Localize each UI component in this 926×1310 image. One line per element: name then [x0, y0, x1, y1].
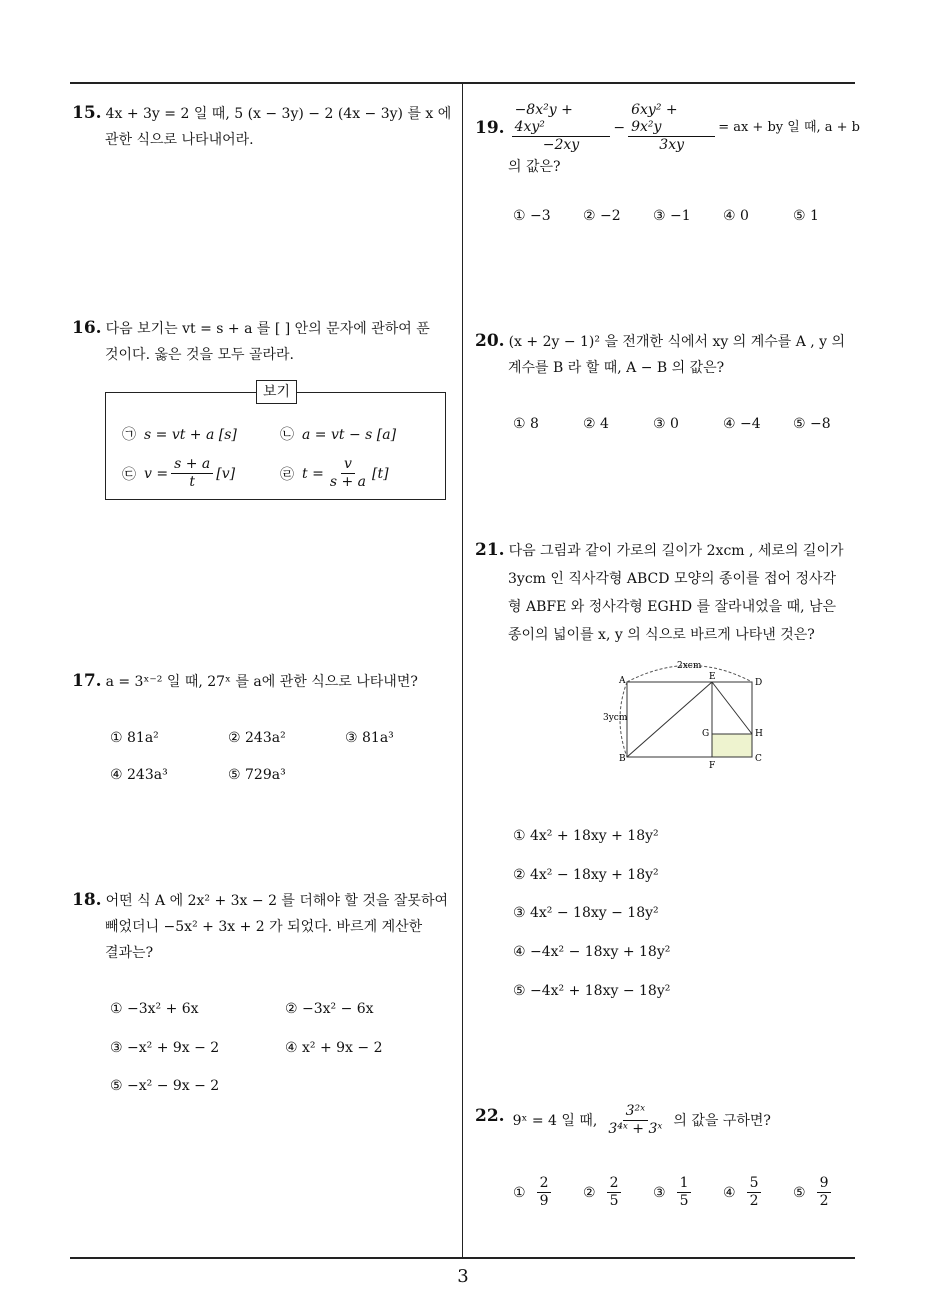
- label-e: E: [709, 672, 716, 682]
- choice-2[interactable]: ② 4x² − 18xy + 18y²: [513, 867, 659, 883]
- choice-1[interactable]: ① 81a²: [110, 730, 159, 746]
- label-side: 3ycm: [603, 713, 628, 723]
- choice-2[interactable]: [583, 1175, 624, 1210]
- fraction-numerator: 2: [537, 1175, 552, 1193]
- choice-fraction: [607, 1175, 622, 1210]
- choice-2[interactable]: ② −2: [583, 208, 621, 224]
- choice-5[interactable]: ⑤ 729a³: [228, 767, 286, 783]
- question-text-line: 형 ABFE 와 정사각형 EGHD 를 잘라내었을 때, 남은: [508, 599, 837, 615]
- choice-fraction: [747, 1175, 762, 1210]
- question-21: [475, 536, 860, 649]
- question-number: 17.: [72, 671, 102, 691]
- line-b-e: [627, 682, 712, 757]
- question-text-line: 다음 그림과 같이 가로의 길이가 2xcm , 세로의 길이가: [508, 543, 844, 559]
- fraction-denominator: 5: [679, 1193, 689, 1209]
- question-17: [72, 668, 457, 695]
- question-text: 의 값을 구하면?: [673, 1112, 771, 1129]
- question-text-line: 다음 보기는 vt = s + a 를 [ ] 안의 문자에 관하여 푼: [105, 321, 430, 337]
- choice-1[interactable]: [513, 1175, 554, 1210]
- choice-5[interactable]: ⑤ −x² − 9x − 2: [110, 1078, 220, 1094]
- question-18: [72, 887, 457, 966]
- question-number: 18.: [72, 890, 102, 910]
- column-divider: [462, 84, 463, 1258]
- choice-3[interactable]: ③ 0: [653, 416, 679, 432]
- question-fraction: [605, 1103, 665, 1138]
- question-text-line: 4x + 3y = 2 일 때, 5 (x − 3y) − 2 (4x − 3y) 를 x 에: [105, 106, 452, 122]
- choice-mark: ②: [583, 1184, 596, 1201]
- item-bracket: [t]: [371, 465, 389, 482]
- item-mark: ㉠: [122, 427, 136, 443]
- choice-mark: ④: [723, 1184, 736, 1201]
- choice-mark: ③: [653, 1184, 666, 1201]
- choice-2[interactable]: ② 243a²: [228, 730, 286, 746]
- fraction-denominator: 5: [609, 1193, 619, 1209]
- question-number: 22.: [475, 1106, 505, 1126]
- fraction-denominator: −2xy: [542, 137, 580, 153]
- choice-4[interactable]: ④ x² + 9x − 2: [285, 1040, 383, 1056]
- question-16: [72, 315, 457, 368]
- item-mark: ㉣: [280, 466, 294, 483]
- fraction-denominator: 2: [749, 1193, 759, 1209]
- choice-3[interactable]: ③ 4x² − 18xy − 18y²: [513, 905, 659, 921]
- question-text-line: 어떤 식 A 에 2x² + 3x − 2 를 더해야 할 것을 잘못하여: [105, 893, 448, 909]
- label-a: A: [619, 676, 626, 686]
- question-text-line: 종이의 넓이를 x, y 의 식으로 바르게 나타낸 것은?: [508, 627, 815, 643]
- fraction-numerator: 3²ˣ: [623, 1103, 649, 1121]
- label-g: G: [702, 729, 710, 739]
- item-bracket: [v]: [216, 465, 236, 482]
- fraction-denominator: 2: [819, 1193, 829, 1209]
- item-lhs: t =: [302, 465, 324, 482]
- label-f: F: [709, 761, 716, 771]
- question-15: [72, 100, 457, 153]
- choice-4[interactable]: ④ −4: [723, 416, 761, 432]
- question-20: [475, 328, 860, 381]
- choice-mark: ①: [513, 1184, 526, 1201]
- rectangle-figure: [595, 655, 775, 775]
- choice-3[interactable]: [653, 1175, 694, 1210]
- fraction-numerator: 1: [677, 1175, 692, 1193]
- question-text-line: 의 값은?: [508, 159, 561, 175]
- question-number: 16.: [72, 318, 102, 338]
- item-mark: ㉢: [122, 466, 136, 483]
- choice-5[interactable]: ⑤ 1: [793, 208, 819, 224]
- minus-sign: −: [613, 120, 626, 136]
- label-b: B: [619, 754, 626, 764]
- label-c: C: [755, 754, 762, 764]
- choice-3[interactable]: ③ −x² + 9x − 2: [110, 1040, 220, 1056]
- bogi-item-c: [122, 456, 235, 491]
- fraction-numerator: 6xy² + 9x²y: [628, 102, 715, 137]
- choice-5[interactable]: ⑤ −8: [793, 416, 831, 432]
- choice-5[interactable]: ⑤ −4x² + 18xy − 18y²: [513, 983, 671, 999]
- fraction-2: [628, 102, 715, 154]
- fraction-denominator: t: [189, 474, 195, 490]
- choice-1[interactable]: ① −3: [513, 208, 551, 224]
- item-lhs: v =: [144, 465, 169, 482]
- choice-3[interactable]: ③ 81a³: [345, 730, 394, 746]
- choice-fraction: [537, 1175, 552, 1210]
- choice-1[interactable]: ① 8: [513, 416, 539, 432]
- question-text-line: 것이다. 옳은 것을 모두 골라라.: [105, 347, 294, 363]
- choice-mark: ⑤: [793, 1184, 806, 1201]
- page-number: 3: [457, 1266, 469, 1287]
- choice-3[interactable]: ③ −1: [653, 208, 691, 224]
- question-number: 21.: [475, 540, 505, 560]
- fraction-1: [512, 102, 611, 154]
- question-text-line: (x + 2y − 1)² 을 전개한 식에서 xy 의 계수를 A , y 의: [508, 334, 846, 350]
- question-text-line: 관한 식으로 나타내어라.: [105, 132, 254, 148]
- item-fraction: [171, 456, 213, 491]
- fraction-numerator: 9: [817, 1175, 832, 1193]
- choice-1[interactable]: ① −3x² + 6x: [110, 1001, 199, 1017]
- question-text: a = 3ˣ⁻² 일 때, 27ˣ 를 a에 관한 식으로 나타내면?: [105, 674, 418, 690]
- question-text: 9ˣ = 4 일 때,: [512, 1112, 598, 1129]
- item-expr: a = vt − s [a]: [302, 427, 397, 443]
- fraction-denominator: 3xy: [659, 137, 684, 153]
- fraction-numerator: v: [341, 456, 355, 474]
- fraction-denominator: 9: [539, 1193, 549, 1209]
- question-number: 15.: [72, 103, 102, 123]
- bogi-item-b: [280, 424, 396, 444]
- choice-4[interactable]: [723, 1175, 764, 1210]
- choice-2[interactable]: ② −3x² − 6x: [285, 1001, 374, 1017]
- question-text: = ax + by 일 때, a + b: [718, 120, 860, 135]
- fraction-numerator: s + a: [171, 456, 213, 474]
- choice-2[interactable]: ② 4: [583, 416, 609, 432]
- bogi-item-a: [122, 424, 237, 444]
- question-text-line: 빼었더니 −5x² + 3x + 2 가 되었다. 바르게 계산한: [105, 919, 423, 935]
- fraction-numerator: −8x²y + 4xy²: [512, 102, 611, 137]
- fraction-numerator: 5: [747, 1175, 762, 1193]
- question-text-line: 계수를 B 라 할 때, A − B 의 값은?: [508, 360, 725, 376]
- choice-4[interactable]: ④ 243a³: [110, 767, 168, 783]
- bogi-label: 보기: [256, 380, 297, 404]
- question-number: 20.: [475, 331, 505, 351]
- line-e-h: [712, 682, 752, 734]
- shaded-region: [712, 734, 752, 757]
- label-d: D: [755, 678, 763, 688]
- choice-4[interactable]: ④ −4x² − 18xy + 18y²: [513, 944, 671, 960]
- choice-1[interactable]: ① 4x² + 18xy + 18y²: [513, 828, 659, 844]
- item-expr: s = vt + a [s]: [144, 427, 237, 443]
- question-19: [475, 102, 860, 180]
- choice-5[interactable]: [793, 1175, 834, 1210]
- question-number: 19.: [475, 118, 505, 138]
- label-top: 2xcm: [677, 661, 702, 671]
- item-mark: ㉡: [280, 427, 294, 443]
- label-h: H: [755, 729, 763, 739]
- fraction-numerator: 2: [607, 1175, 622, 1193]
- question-text-line: 결과는?: [105, 945, 154, 961]
- question-text-line: 3ycm 인 직사각형 ABCD 모양의 종이를 접어 정사각: [508, 571, 837, 587]
- choice-4[interactable]: ④ 0: [723, 208, 749, 224]
- item-fraction: [327, 456, 369, 491]
- choice-fraction: [817, 1175, 832, 1210]
- fraction-denominator: s + a: [329, 474, 366, 490]
- question-22: [475, 1103, 860, 1138]
- fraction-denominator: 3⁴ˣ + 3ˣ: [608, 1121, 663, 1137]
- choice-fraction: [677, 1175, 692, 1210]
- bogi-item-d: [280, 456, 389, 491]
